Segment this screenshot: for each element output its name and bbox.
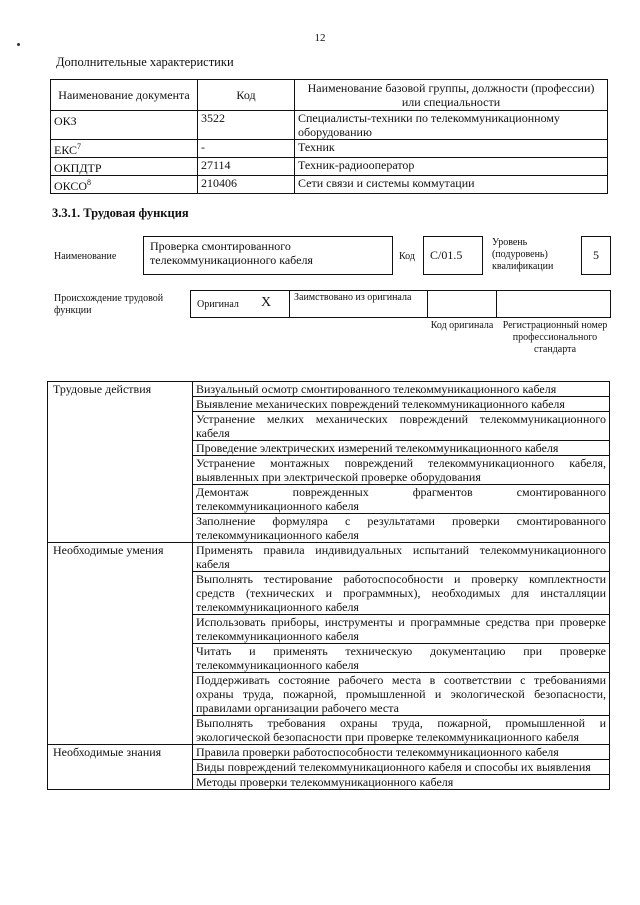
name-label: Наименование [54,251,117,262]
category-cell: Трудовые действия [48,382,193,543]
table-row [48,745,610,760]
row-doc [51,111,198,140]
level-label: Уровень (подуровень) квалификации [492,237,554,272]
detail-item: Использовать приборы, инструменты и программные средства при проверке телекоммуникационного кабеля [193,615,610,644]
row-name: Специалисты-техники по телекоммуникационному оборудованию [295,111,608,140]
detail-item: Поддерживать состояние рабочего места в соответствии с требованиями охраны труда, пожарной, промышленной и экологической безопасности, правилами организации рабочего места [193,673,610,716]
original-mark: X [261,295,272,310]
code-caption: Код оригинала [430,320,494,331]
original-cell [190,290,290,318]
origin-label: Происхождение трудовой функции [54,293,164,316]
detail-item: Применять правила индивидуальных испытаний телекоммуникационного кабеля [193,543,610,572]
function-title: 3.3.1. Трудовая функция [52,206,189,220]
reg-number-cell [496,290,611,318]
code-label: Код [399,251,415,262]
detail-item: Заполнение формуляра с результатами проверки смонтированного телекоммуникационного кабеля [193,514,610,543]
row-doc [51,158,198,176]
classifier-header-row [51,80,608,111]
row-name: Техник-радиооператор [295,158,608,176]
row-code: - [198,140,295,158]
scan-dot [17,43,20,46]
row-code: 210406 [198,176,295,194]
footnote-mark: 7 [77,142,82,151]
header-name: Наименование базовой группы, должности (профессии) или специальности [295,80,608,111]
detail-item: Методы проверки телекоммуникационного кабеля [193,775,610,790]
header-code: Код [198,80,295,111]
doc-name: ОКЗ [54,114,77,128]
detail-item: Читать и применять техническую документацию при проверке телекоммуникационного кабеля [193,644,610,673]
function-code-box: С/01.5 [423,236,483,275]
borrowed-label: Заимствовано из оригинала [294,292,412,303]
category-cell: Необходимые знания [48,745,193,790]
table-row [51,176,608,194]
table-row [48,382,610,397]
reg-caption: Регистрационный номер профессионального стандарта [502,320,608,355]
table-row [48,543,610,572]
footnote-mark: 8 [87,178,92,187]
table-row [51,140,608,158]
page-number: 12 [314,32,326,44]
table-row [51,111,608,140]
doc-name: ОКСО [54,179,88,193]
row-name: Техник [295,140,608,158]
detail-item: Проведение электрических измерений телекоммуникационного кабеля [193,441,610,456]
detail-item: Устранение мелких механических повреждений телекоммуникационного кабеля [193,412,610,441]
detail-item: Демонтаж поврежденных фрагментов смонтированного телекоммуникационного кабеля [193,485,610,514]
detail-item: Выполнять тестирование работоспособности и проверку комплектности средств (технических и программных), необходимых для инсталляции телекоммуникационного кабеля [193,572,610,615]
detail-item: Виды повреждений телекоммуникационного кабеля и способы их выявления [193,760,610,775]
level-value-box: 5 [581,236,611,275]
category-cell: Необходимые умения [48,543,193,745]
table-row [51,158,608,176]
borrowed-cell [289,290,428,318]
classifier-table [50,79,608,194]
header-doc: Наименование документа [51,80,198,111]
detail-item: Правила проверки работоспособности телекоммуникационного кабеля [193,745,610,760]
detail-item: Выявление механических повреждений телекоммуникационного кабеля [193,397,610,412]
detail-item: Выполнять требования охраны труда, пожарной, промышленной и экологической безопасности при проверке телекоммуникационного кабеля [193,716,610,745]
row-name: Сети связи и системы коммутации [295,176,608,194]
row-doc [51,176,198,194]
section-heading: Дополнительные характеристики [56,55,234,69]
row-code: 3522 [198,111,295,140]
details-table [47,381,610,790]
row-doc [51,140,198,158]
detail-item: Визуальный осмотр смонтированного телекоммуникационного кабеля [193,382,610,397]
doc-name: ОКПДТР [54,161,102,175]
detail-item: Устранение монтажных повреждений телекоммуникационного кабеля, выявленных при электрической проверке оборудования [193,456,610,485]
doc-name: ЕКС [54,143,78,157]
function-name-box: Проверка смонтированного телекоммуникационного кабеля [143,236,393,275]
original-code-cell [427,290,497,318]
original-label: Оригинал [197,299,239,310]
row-code: 27114 [198,158,295,176]
